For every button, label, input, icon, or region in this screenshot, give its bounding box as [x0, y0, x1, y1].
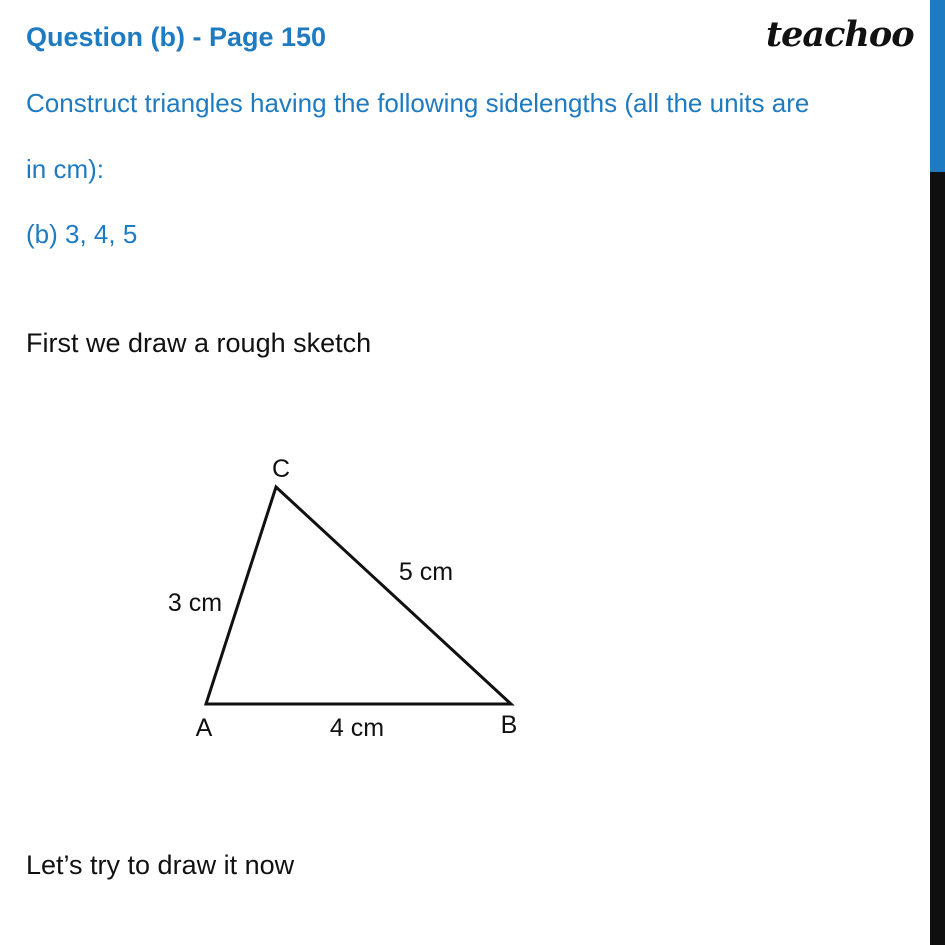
- intro-text: First we draw a rough sketch: [26, 328, 372, 358]
- vertex-label-b: B: [500, 711, 518, 739]
- question-part-b: (b) 3, 4, 5: [26, 219, 138, 249]
- triangle-abc: [206, 487, 511, 704]
- outro-text: Let’s try to draw it now: [26, 850, 295, 880]
- side-label-ab: 4 cm: [329, 714, 385, 742]
- page-title: Question (b) - Page 150: [26, 22, 327, 52]
- question-text-line-1: Construct triangles having the following sidelengths (all the units are: [26, 88, 810, 118]
- vertex-label-c: C: [271, 455, 291, 483]
- question-text-line-2: in cm):: [26, 154, 104, 184]
- scrollbar-thumb[interactable]: [930, 0, 945, 172]
- side-label-ac: 3 cm: [167, 589, 223, 617]
- vertex-label-a: A: [195, 714, 213, 742]
- brand-logo: teachoo: [766, 14, 914, 55]
- side-label-cb: 5 cm: [398, 558, 454, 586]
